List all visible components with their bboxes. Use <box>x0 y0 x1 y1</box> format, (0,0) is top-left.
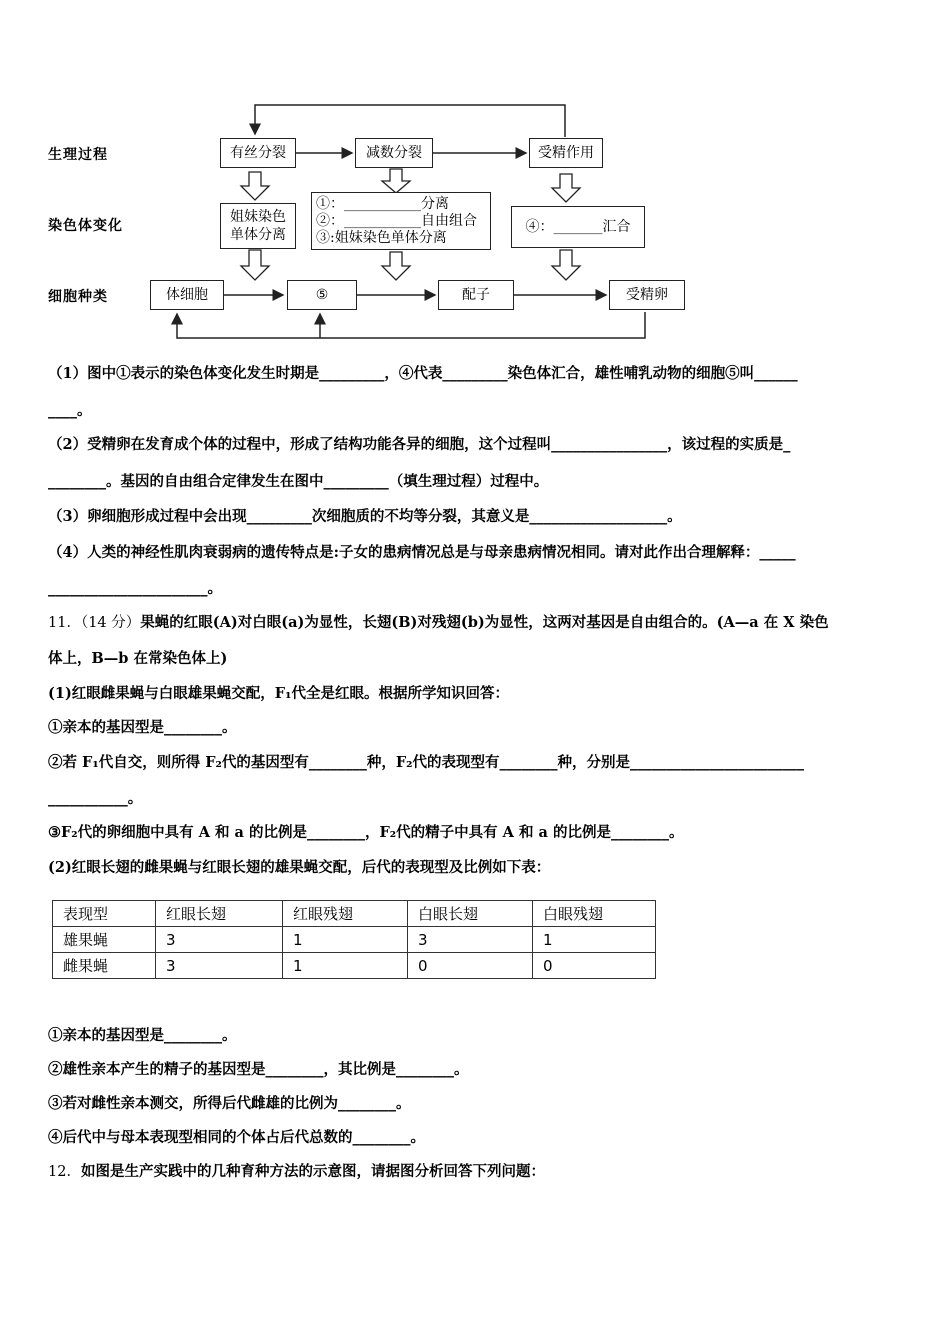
q11-part2: (2)红眼长翅的雌果蝇与红眼长翅的雄果蝇交配，后代的表现型及比例如下表： <box>48 859 551 876</box>
down-arrow-3 <box>552 174 580 202</box>
box-gamete: 配子 <box>438 280 514 310</box>
q11-part2-3: ③若对雌性亲本测交，所得后代雌雄的比例为________。 <box>48 1095 411 1112</box>
down-arrow-6 <box>552 250 580 280</box>
q11-part2-2: ②雄性亲本产生的精子的基因型是________，其比例是________。 <box>48 1061 469 1078</box>
box-five: ⑤ <box>287 280 357 310</box>
box-somatic-cell: 体细胞 <box>150 280 224 310</box>
q12-heading: 12．如图是生产实践中的几种育种方法的示意图，请据图分析回答下列问题： <box>48 1163 545 1180</box>
table-cell: 3 <box>156 953 283 979</box>
q10-part3: （3）卵细胞形成过程中会出现_________次细胞质的不均等分裂，其意义是___________________。 <box>48 508 682 525</box>
table-header: 表现型 <box>53 901 156 927</box>
table-cell: 雌果蝇 <box>53 953 156 979</box>
q11-part1-1: ①亲本的基因型是________。 <box>48 719 237 736</box>
table-row <box>53 953 656 979</box>
down-arrow-4 <box>241 250 269 280</box>
table-cell: 0 <box>533 953 656 979</box>
table-header: 红眼残翅 <box>283 901 408 927</box>
table-cell: 3 <box>156 927 283 953</box>
table-cell: 3 <box>408 927 533 953</box>
box-fusion: ④：_______汇合 <box>511 206 645 248</box>
q10-part2: （2）受精卵在发育成个体的过程中，形成了结构功能各异的细胞，这个过程叫________________，该过程的实质是_ <box>48 436 791 453</box>
box-fertilization: 受精作用 <box>529 138 603 168</box>
box-meiosis-changes: ①：___________分离 ②：___________自由组合 ③:姐妹染色单体分离 <box>311 192 491 250</box>
q10-part1-cont: ____。 <box>48 402 92 419</box>
table-cell: 1 <box>283 927 408 953</box>
q11-part1-2-cont: ___________。 <box>48 790 143 807</box>
table-cell: 1 <box>283 953 408 979</box>
box-sister-chromatid: 姐妹染色 单体分离 <box>220 203 296 249</box>
row-label-chromosome: 染色体变化 <box>48 218 123 234</box>
table-header: 红眼长翅 <box>156 901 283 927</box>
q11-part1-2: ②若 F₁代自交，则所得 F₂代的基因型有________种，F₂代的表现型有________种，分别是________________________ <box>48 754 805 771</box>
down-arrow-1 <box>241 172 269 200</box>
q11-heading: 11．（14 分）果蝇的红眼(A)对白眼(a)为显性，长翅(B)对残翅(b)为显性，这两对基因是自由组合的。(A—a 在 X 染色 <box>48 614 829 631</box>
table-header-row <box>53 901 656 927</box>
q11-heading-cont: 体上，B—b 在常染色体上) <box>48 650 228 667</box>
row-label-cell: 细胞种类 <box>48 289 108 305</box>
phenotype-table <box>52 900 656 979</box>
q11-part2-1: ①亲本的基因型是________。 <box>48 1027 237 1044</box>
box-zygote: 受精卵 <box>609 280 685 310</box>
table-cell: 1 <box>533 927 656 953</box>
table-cell: 雄果蝇 <box>53 927 156 953</box>
table-cell: 0 <box>408 953 533 979</box>
table-header: 白眼残翅 <box>533 901 656 927</box>
table-header: 白眼长翅 <box>408 901 533 927</box>
q10-part4: （4）人类的神经性肌肉衰弱病的遗传特点是:子女的患病情况总是与母亲患病情况相同。请对此作出合理解释：_____ <box>48 544 796 561</box>
q11-part2-4: ④后代中与母本表现型相同的个体占后代总数的________。 <box>48 1129 425 1146</box>
q10-part1: （1）图中①表示的染色体变化发生时期是_________，④代表_________染色体汇合，雄性哺乳动物的细胞⑤叫______ <box>48 365 798 382</box>
down-arrow-5 <box>382 252 410 280</box>
down-arrow-2 <box>382 169 410 193</box>
q11-part1-3: ③F₂代的卵细胞中具有 A 和 a 的比例是________，F₂代的精子中具有 A 和 a 的比例是________。 <box>48 824 684 841</box>
q10-part4-cont: ______________________。 <box>48 580 222 597</box>
q11-part1: (1)红眼雌果蝇与白眼雄果蝇交配，F₁代全是红眼。根据所学知识回答： <box>48 685 509 702</box>
box-mitosis: 有丝分裂 <box>220 138 296 168</box>
row-label-process: 生理过程 <box>48 147 108 163</box>
q10-part2-cont: ________。基因的自由组合定律发生在图中_________（填生理过程）过程中。 <box>48 473 549 490</box>
table-row <box>53 927 656 953</box>
box-meiosis: 减数分裂 <box>355 138 433 168</box>
